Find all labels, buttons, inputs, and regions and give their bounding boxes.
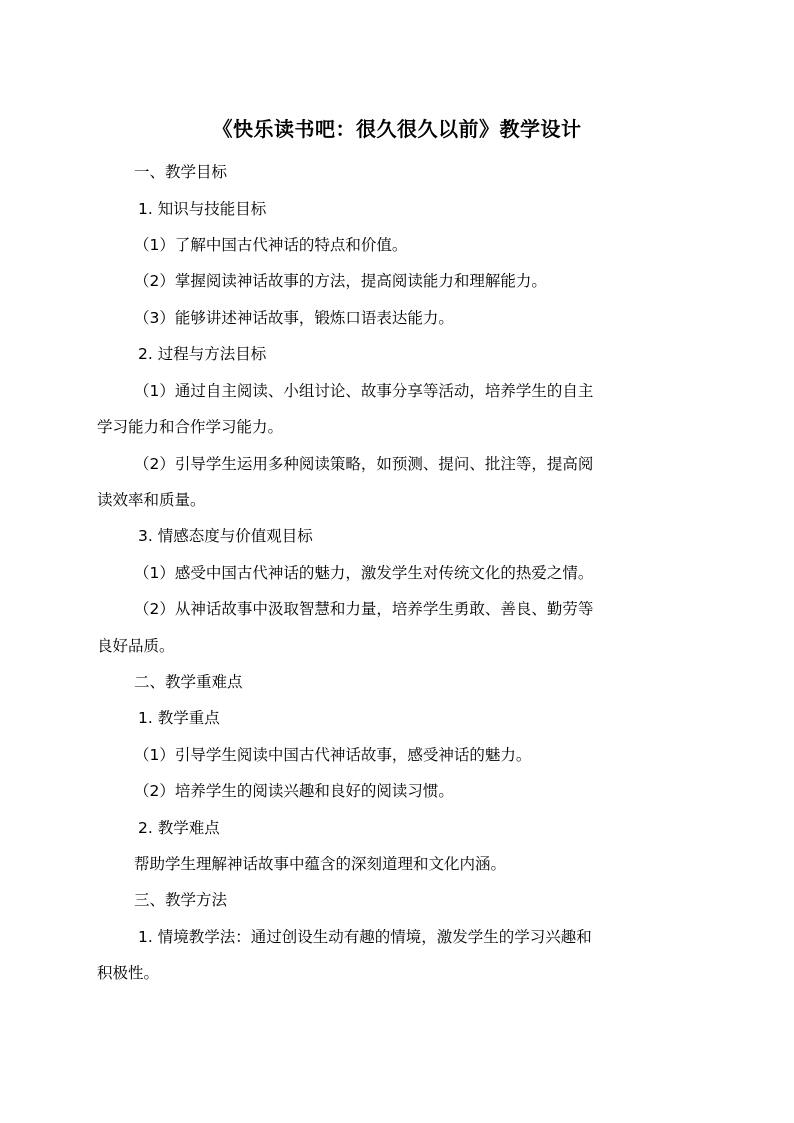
subheading-teaching-difficulty: 2. 教学难点 bbox=[138, 819, 220, 837]
paragraph-line: （3）能够讲述神话故事，锻炼口语表达能力。 bbox=[134, 309, 454, 327]
subheading-process-method: 2. 过程与方法目标 bbox=[138, 345, 267, 363]
subheading-knowledge-skills: 1. 知识与技能目标 bbox=[138, 200, 267, 218]
paragraph-line: （2）引导学生运用多种阅读策略，如预测、提问、批注等，提高阅 bbox=[134, 455, 594, 473]
paragraph-line: （1）引导学生阅读中国古代神话故事，感受神话的魅力。 bbox=[134, 746, 532, 764]
section-heading-key-points: 二、教学重难点 bbox=[134, 673, 243, 691]
paragraph-line: 帮助学生理解神话故事中蕴含的深刻道理和文化内涵。 bbox=[134, 855, 507, 873]
document-title: 《快乐读书吧：很久很久以前》教学设计 bbox=[212, 117, 582, 141]
paragraph-line: （1）通过自主阅读、小组讨论、故事分享等活动，培养学生的自主 bbox=[134, 382, 594, 400]
paragraph-line: （1）了解中国古代神话的特点和价值。 bbox=[134, 236, 408, 254]
subheading-teaching-focus: 1. 教学重点 bbox=[138, 709, 220, 727]
section-heading-objectives: 一、教学目标 bbox=[134, 163, 228, 181]
paragraph-line: （2）从神话故事中汲取智慧和力量，培养学生勇敢、善良、勤劳等 bbox=[134, 600, 594, 618]
paragraph-line: 良好品质。 bbox=[97, 637, 175, 655]
paragraph-line: 读效率和质量。 bbox=[97, 491, 206, 509]
paragraph-line: 积极性。 bbox=[97, 964, 160, 982]
paragraph-line: （2）培养学生的阅读兴趣和良好的阅读习惯。 bbox=[134, 782, 454, 800]
subheading-emotion-values: 3. 情感态度与价值观目标 bbox=[138, 527, 313, 545]
paragraph-line: 1. 情境教学法：通过创设生动有趣的情境，激发学生的学习兴趣和 bbox=[138, 928, 592, 946]
paragraph-line: （1）感受中国古代神话的魅力，激发学生对传统文化的热爱之情。 bbox=[134, 564, 594, 582]
paragraph-line: 学习能力和合作学习能力。 bbox=[97, 418, 284, 436]
section-heading-methods: 三、教学方法 bbox=[134, 891, 228, 909]
paragraph-line: （2）掌握阅读神话故事的方法，提高阅读能力和理解能力。 bbox=[134, 272, 547, 290]
